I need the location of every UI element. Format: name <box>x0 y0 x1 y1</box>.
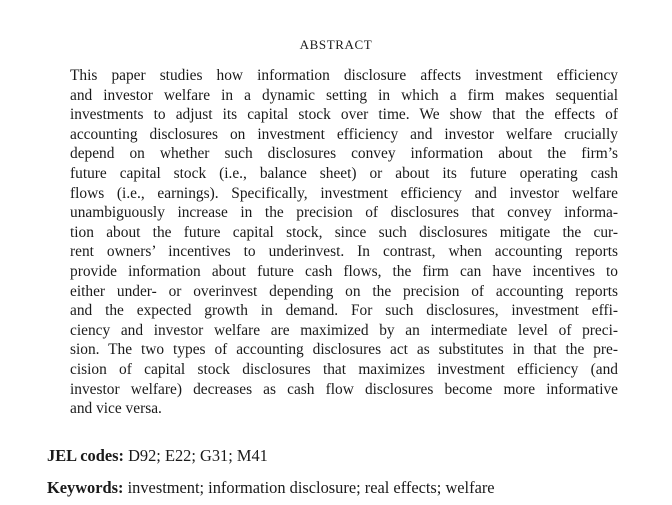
abstract-line: ciency and investor welfare are maximized by an intermediate level of preci- <box>70 321 618 339</box>
abstract-line: rent owners’ incentives to underinvest. In contrast, when accounting reports <box>70 243 618 261</box>
abstract-line: accounting disclosures on investment efficiency and investor welfare crucially <box>70 125 618 143</box>
abstract-line: flows (i.e., earnings). Specifically, investment efficiency and investor welfare <box>70 184 618 202</box>
abstract-line: either under- or overinvest depending on the precision of accounting reports <box>70 282 618 300</box>
abstract-line: sion. The two types of accounting disclosures act as substitutes in that the pre- <box>70 341 618 359</box>
keywords-label: Keywords: <box>47 478 124 497</box>
jel-codes-value: D92; E22; G31; M41 <box>128 446 268 465</box>
abstract-line: investments to adjust its capital stock over time. We show that the effects of <box>70 106 618 124</box>
jel-codes-line <box>47 446 268 466</box>
abstract-line: and the expected growth in demand. For such disclosures, investment effi- <box>70 302 618 320</box>
keywords-line <box>47 478 495 498</box>
keywords-value: investment; information disclosure; real effects; welfare <box>127 478 495 497</box>
abstract-body <box>70 66 618 419</box>
abstract-line: This paper studies how information disclosure affects investment efficiency <box>70 67 618 84</box>
jel-codes-label: JEL codes: <box>47 446 124 465</box>
abstract-line: cision of capital stock disclosures that maximizes investment efficiency (and <box>70 360 618 378</box>
abstract-line: depend on whether such disclosures convey information about the firm’s <box>70 145 618 163</box>
abstract-line: and vice versa. <box>70 400 162 418</box>
abstract-line: tion about the future capital stock, since such disclosures mitigate the cur- <box>70 223 618 241</box>
abstract-line: investor welfare) decreases as cash flow disclosures become more informative <box>70 380 618 398</box>
abstract-line: and investor welfare in a dynamic setting in which a firm makes sequential <box>70 86 618 104</box>
abstract-line: future capital stock (i.e., balance sheet) or about its future operating cash <box>70 164 618 182</box>
abstract-heading: ABSTRACT <box>299 37 373 52</box>
abstract-line: unambiguously increase in the precision of disclosures that convey informa- <box>70 204 618 222</box>
abstract-line: provide information about future cash flows, the firm can have incentives to <box>70 262 618 280</box>
